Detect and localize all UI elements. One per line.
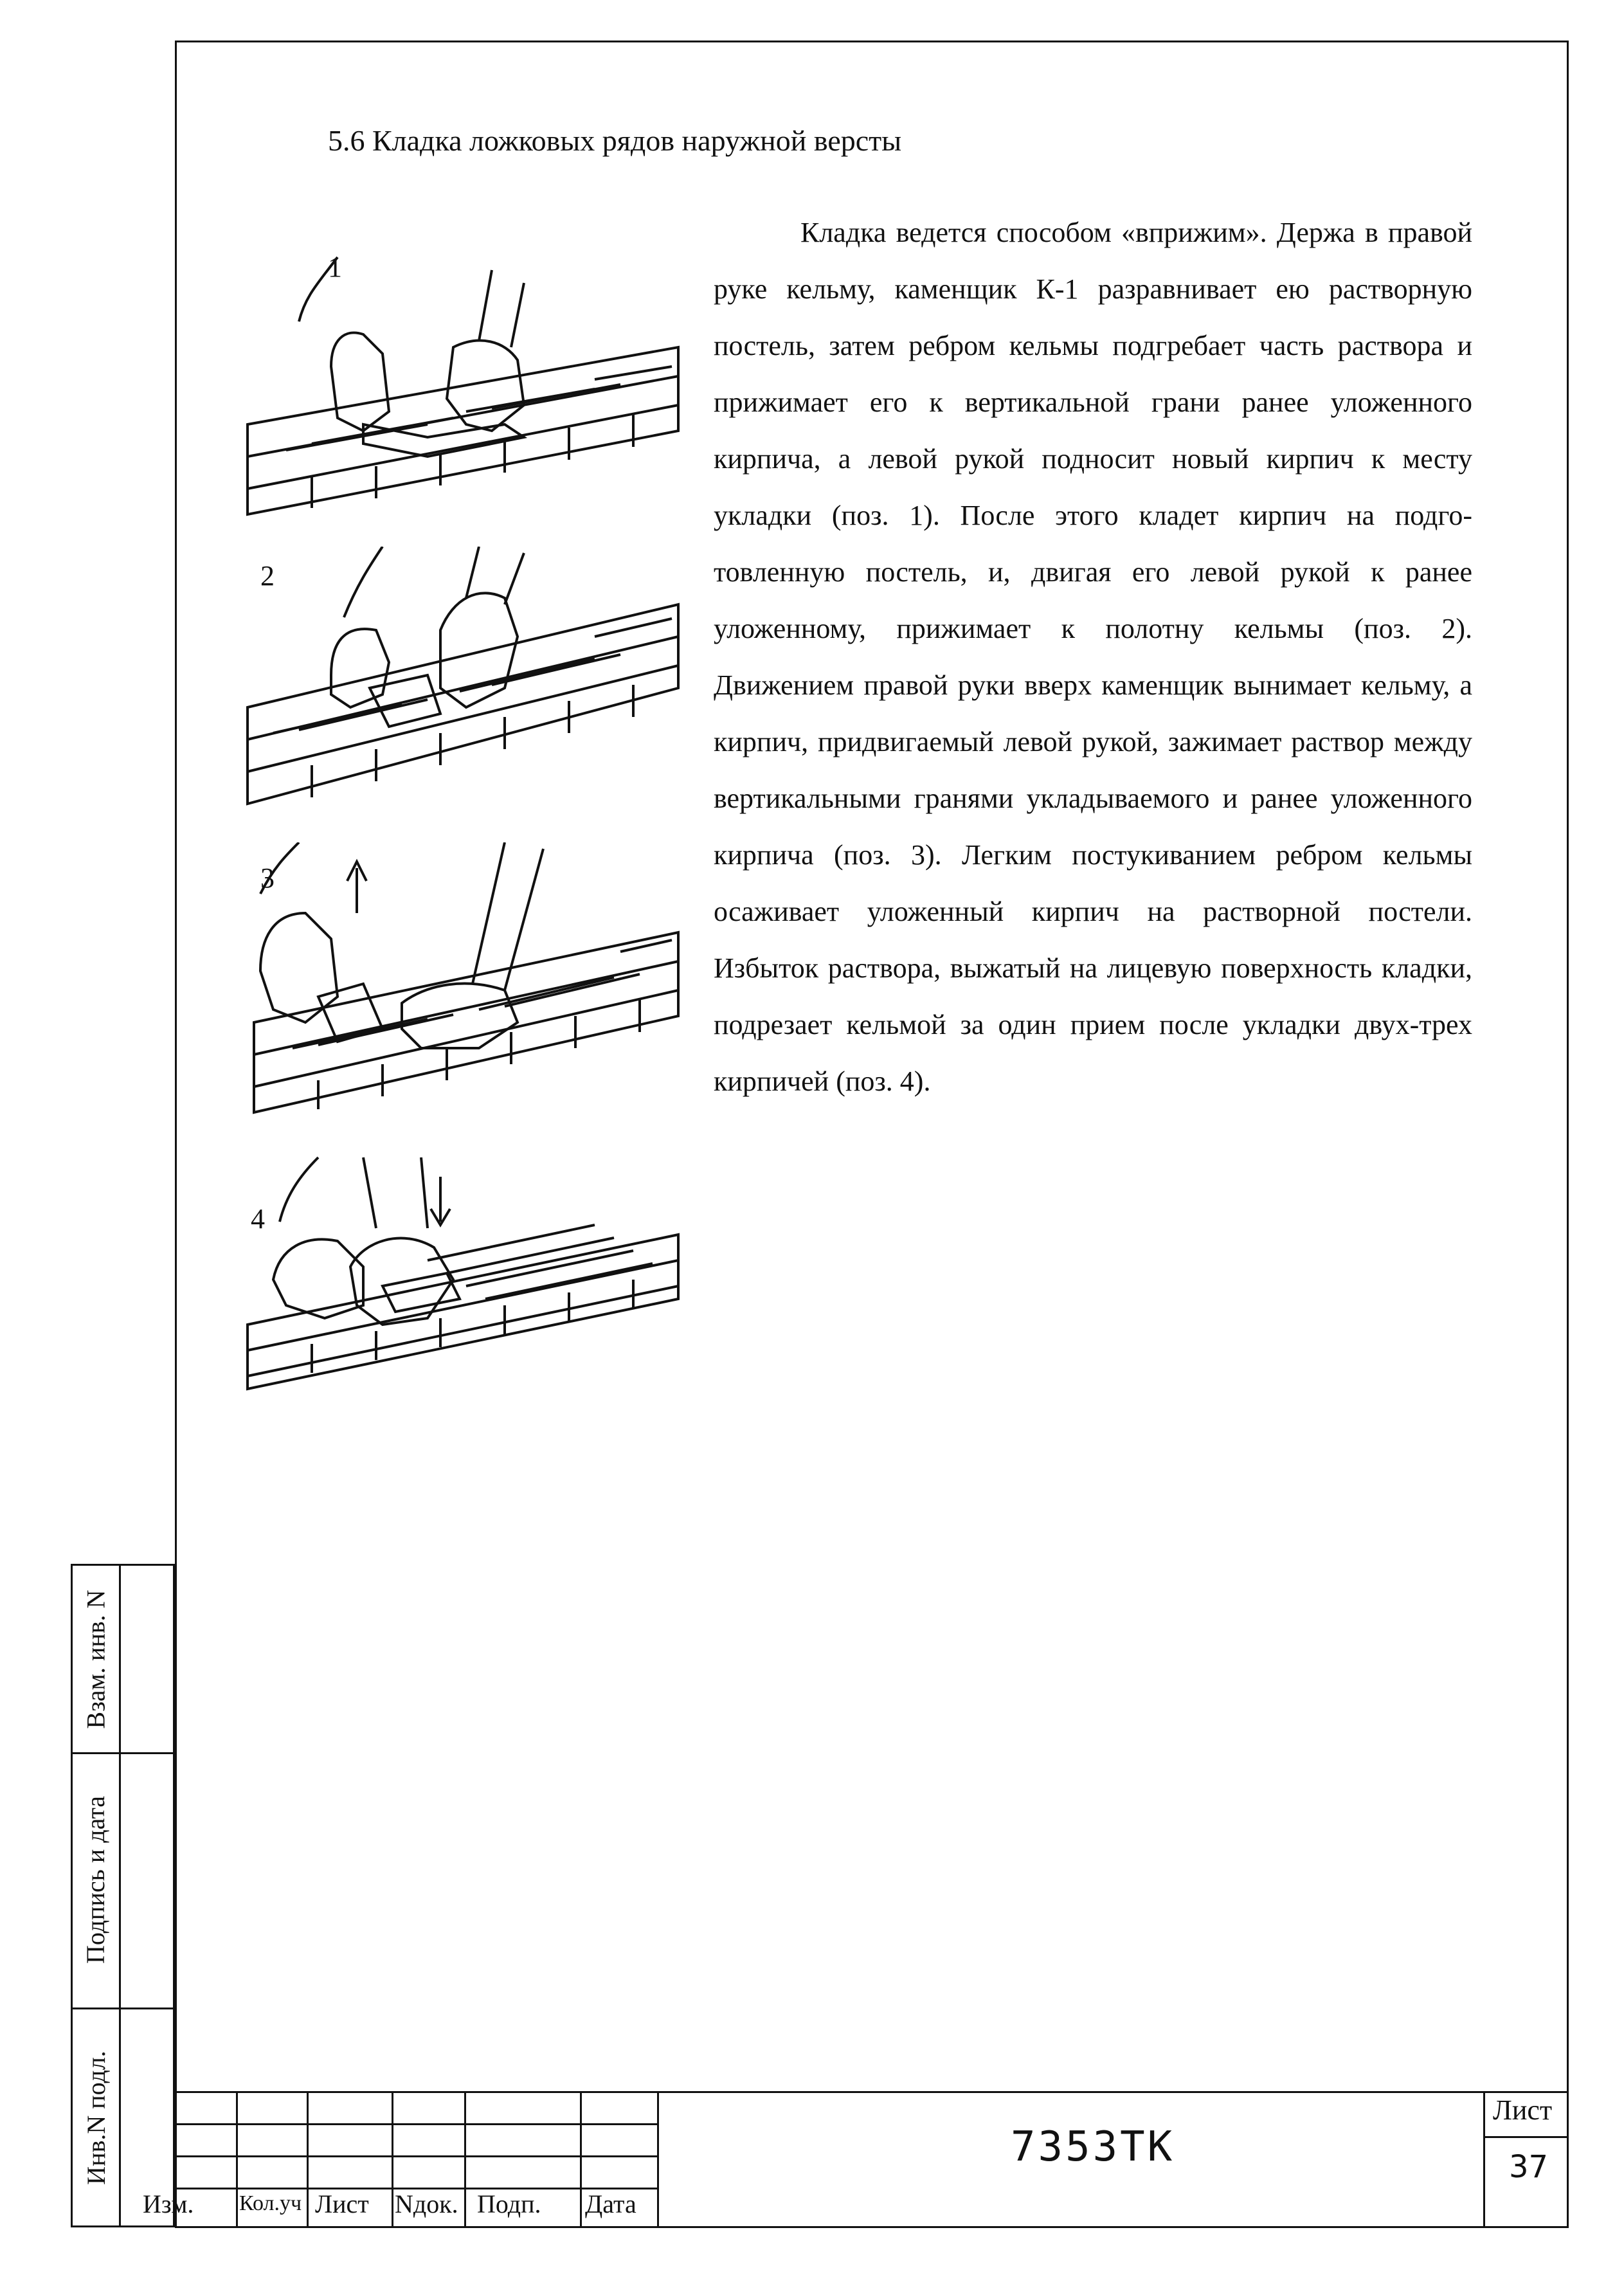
title-block-line [175,2123,657,2125]
title-block [143,2091,1569,2228]
header-ndok: Nдок. [395,2189,458,2218]
header-list: Лист [315,2189,369,2218]
figure-2 [235,547,691,836]
figure-3 [235,842,691,1138]
bricklaying-illustration-4 [235,1151,691,1434]
title-block-line [175,2091,1569,2093]
sign-date-label: Подпись и дата [81,1795,111,1964]
replace-inv-field [73,1566,119,1752]
sheet-number: 37 [1509,2149,1549,2185]
bricklaying-illustration-3 [235,842,691,1138]
side-stamp [71,1564,175,2227]
replace-inv-label: Взам. инв. N [81,1589,111,1729]
title-block-line [580,2091,582,2228]
figure-4 [235,1151,691,1434]
title-block-line [464,2091,466,2228]
bricklaying-illustration-2 [235,547,691,836]
title-block-line [307,2091,309,2228]
figure-number: 4 [251,1203,265,1235]
figure-number: 2 [260,560,275,592]
header-kol-uch: Кол.уч [239,2191,302,2215]
body-text [714,204,1472,1110]
figure-number: 3 [260,862,275,894]
inv-no-orig-label: Инв.N подл. [81,2050,111,2185]
header-data: Дата [585,2189,636,2218]
document-code: 7353ТК [1011,2123,1175,2171]
side-stamp-divider [119,1566,121,2225]
bricklaying-illustration-1 [235,244,691,547]
sign-date-field [73,1752,119,2008]
title-block-line [175,2155,657,2157]
sheet-label: Лист [1493,2094,1553,2126]
figure-number: 1 [328,251,342,283]
section-heading: 5.6 Кладка ложковых рядов наружной версты [328,124,902,157]
title-block-line [1483,2091,1485,2228]
title-block-line [392,2091,393,2228]
paragraph: Кладка ведется способом «вприжим». Держа в правой руке кельму, каменщик К-1 разравнивает ею растворную постель, затем ребром кельмы подгребает часть раствора и прижимает его к вертикальной грани ранее уложенного кирпича, а левой рукой подносит новый кирпич к месту укладки (поз. 1). После этого кладет кирпич на подго-товленную постель, и, двигая его левой рукой к ранее уложенному, прижимает к полотну кельмы (поз. 2). Движением правой руки вверх каменщик вынимает кельму, а кирпич, придвигаемый левой рукой, зажимает раствор между вертикальными гранями укладываемого и ранее уложенного кирпича (поз. 3). Легким постукиванием ребром кельмы осаживает уложенный кирпич на растворной постели. Избыток раствора, выжатый на лицевую поверхность кладки, подрезает кельмой за один прием после укладки двух-трех кирпичей (поз. 4). [714,217,1472,1097]
header-podp: Подп. [477,2189,541,2218]
header-izm: Изм. [143,2189,194,2218]
figure-1 [235,244,691,547]
title-block-line [657,2091,659,2228]
title-block-line [1483,2136,1569,2138]
inv-no-orig-field [73,2008,119,2227]
title-block-line [236,2091,238,2228]
